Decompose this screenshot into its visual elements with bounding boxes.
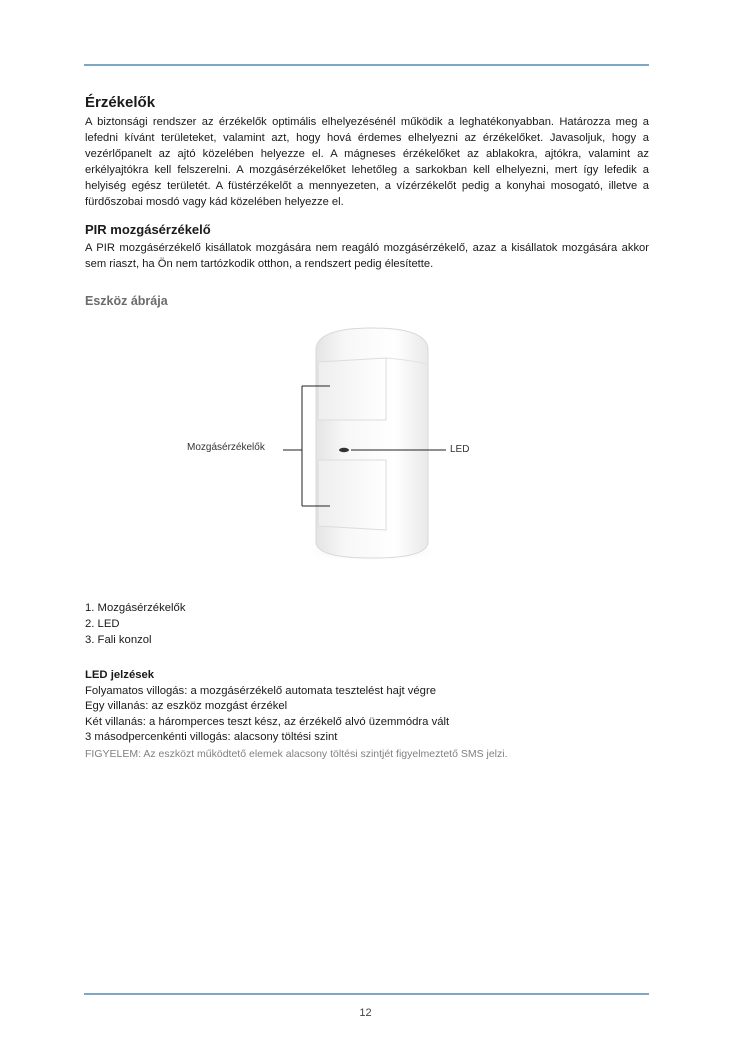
section-title-pir: PIR mozgásérzékelő <box>85 222 211 237</box>
section-title-sensors: Érzékelők <box>85 94 156 111</box>
led-signals <box>85 668 508 762</box>
warning-note: FIGYELEM: Az eszközt működtető elemek alacsony töltési szintjét figyelmeztető SMS jelzi. <box>85 747 508 760</box>
top-rule <box>84 64 649 66</box>
list-item: 2. LED <box>85 618 120 630</box>
upper-sensor-window <box>318 358 386 420</box>
main-content <box>85 94 649 309</box>
section-body-sensors: A biztonsági rendszer az érzékelők optimális elhelyezésénél működik a leghatékonyabban. Határozza meg a lefedni kívánt területeket, valamint azt, hogy hová érdemes elhelyezni az érzékelőket. Javasoljuk, hogy a vezérlőpanelt az ajtó közelében helyezze el. A mágneses érzékelőket az ablakokra, ajtókra, valamint az erkélyajtókra kell felszerelni. A mozgásérzékelőket lehetőleg a sarkokban kell elhelyezni, mert így lefedik a helyiség egész területét. A füstérzékelőt a mennyezeten, a vízérzékelőt pedig a konyhai mosogató, illetve a fürdőszobai mosdó vagy kád közelében helyezze el. <box>85 116 649 208</box>
page-number: 12 <box>359 1007 372 1019</box>
led-signals-title: LED jelzések <box>85 669 155 681</box>
list-item: 1. Mozgásérzékelők <box>85 602 186 614</box>
led-signal-line: Két villanás: a háromperces teszt kész, az érzékelő alvó üzemmódra vált <box>85 715 450 728</box>
section-pir <box>85 222 649 272</box>
bottom-rule <box>84 993 649 995</box>
label-led: LED <box>450 444 470 455</box>
led-signal-line: 3 másodpercenkénti villogás: alacsony töltési szint <box>85 731 338 743</box>
section-body-pir: A PIR mozgásérzékelő kisállatok mozgására nem reagáló mozgásérzékelő, azaz a kisállatok mozgására akkor sem riaszt, ha Ön nem tartózkodik otthon, a rendszert pedig élesítette. <box>85 242 649 270</box>
diagram-title: Eszköz ábrája <box>85 294 168 308</box>
lower-sensor-window <box>318 460 386 530</box>
parts-list <box>85 600 185 648</box>
led-signal-line: Egy villanás: az eszköz mozgást érzékel <box>85 700 288 712</box>
led-signal-line: Folyamatos villogás: a mozgásérzékelő automata tesztelést hajt végre <box>85 684 437 697</box>
led-indicator <box>339 448 349 452</box>
label-motion-sensors: Mozgásérzékelők <box>187 442 265 453</box>
list-item: 3. Fali konzol <box>85 634 152 646</box>
pir-sensor-illustration <box>0 320 731 570</box>
device-diagram <box>0 320 731 570</box>
